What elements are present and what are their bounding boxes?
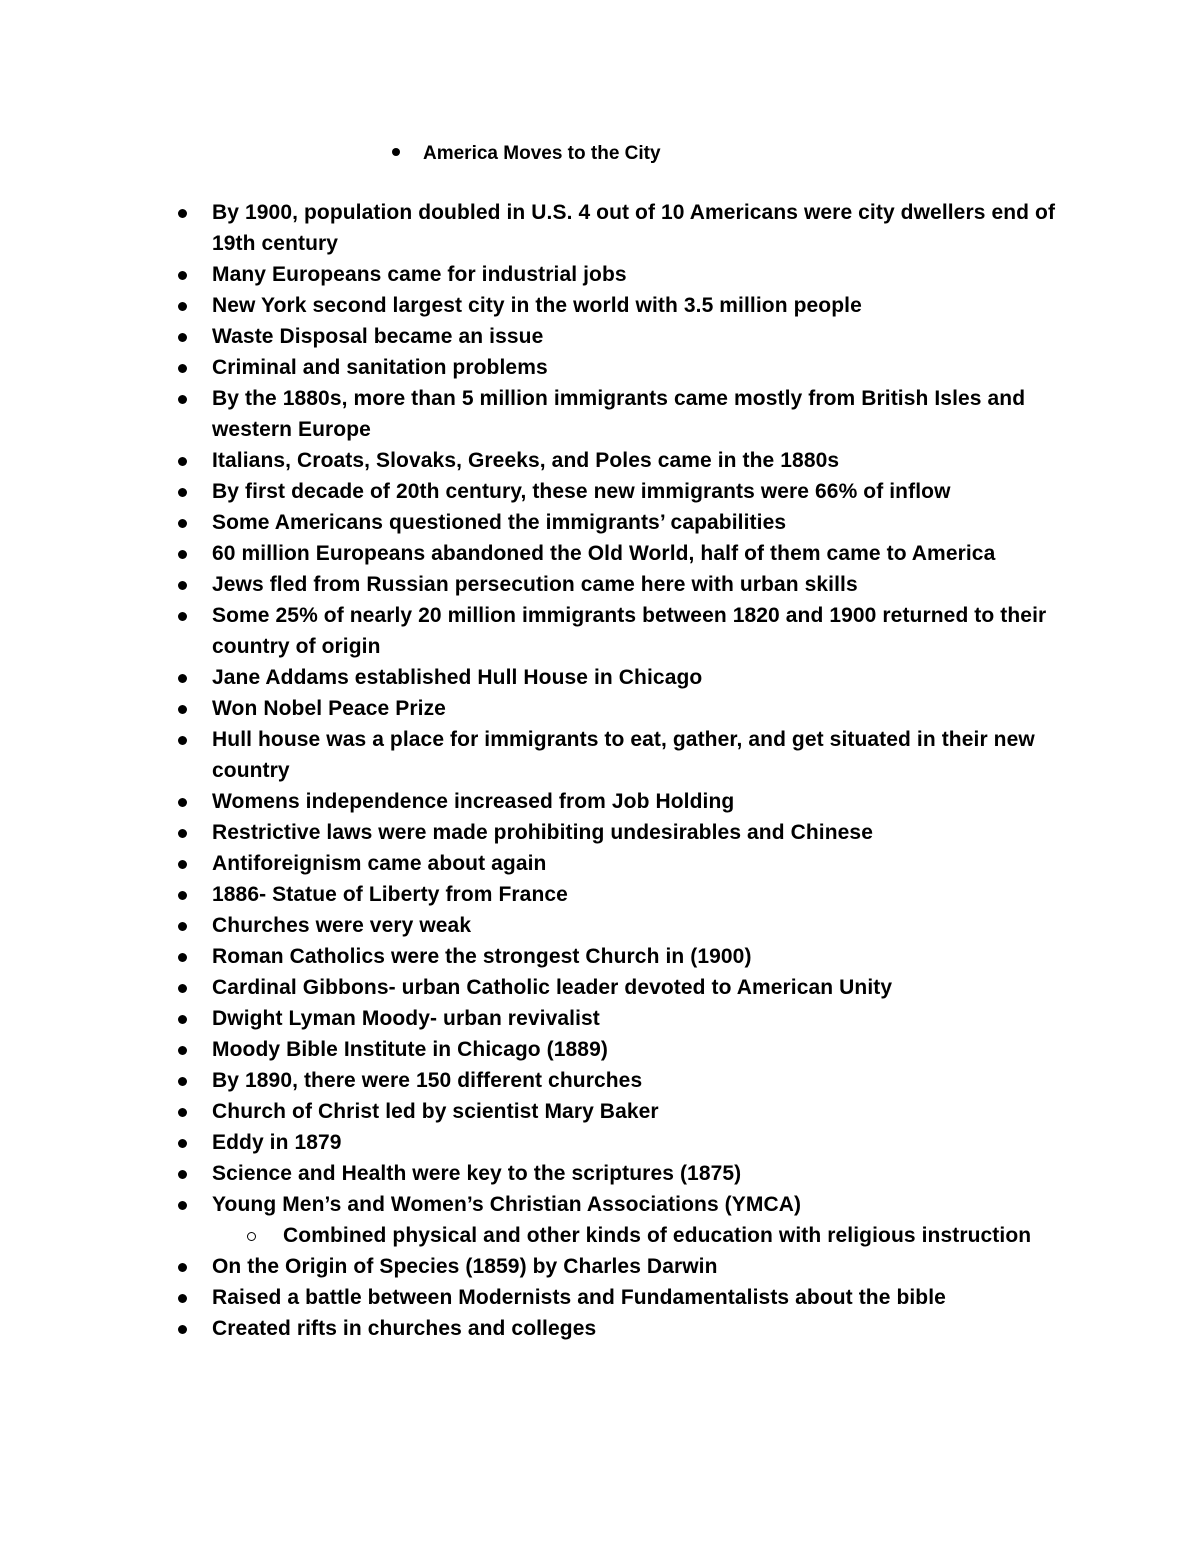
list-item: Some 25% of nearly 20 million immigrants between 1820 and 1900 returned to their country of origin [0, 600, 1100, 662]
list-item: Antiforeignism came about again [0, 848, 1100, 879]
list-item: Created rifts in churches and colleges [0, 1313, 1100, 1344]
list-item: Church of Christ led by scientist Mary Baker [0, 1096, 1100, 1127]
notes-list [0, 197, 1100, 1344]
list-item: On the Origin of Species (1859) by Charles Darwin [0, 1251, 1100, 1282]
list-item: Jews fled from Russian persecution came here with urban skills [0, 569, 1100, 600]
list-item: Womens independence increased from Job Holding [0, 786, 1100, 817]
list-item: Some Americans questioned the immigrants’ capabilities [0, 507, 1100, 538]
bullet-icon [392, 148, 400, 156]
list-item: By 1890, there were 150 different churches [0, 1065, 1100, 1096]
list-item: Young Men’s and Women’s Christian Associations (YMCA) [0, 1189, 1100, 1220]
list-item: Criminal and sanitation problems [0, 352, 1100, 383]
page-title-row [392, 140, 661, 168]
page-title: America Moves to the City [423, 143, 661, 164]
list-item: Italians, Croats, Slovaks, Greeks, and Poles came in the 1880s [0, 445, 1100, 476]
list-item: Many Europeans came for industrial jobs [0, 259, 1100, 290]
list-item: Jane Addams established Hull House in Chicago [0, 662, 1100, 693]
list-item: Dwight Lyman Moody- urban revivalist [0, 1003, 1100, 1034]
list-item: Restrictive laws were made prohibiting undesirables and Chinese [0, 817, 1100, 848]
list-item: 1886- Statue of Liberty from France [0, 879, 1100, 910]
list-item: Waste Disposal became an issue [0, 321, 1100, 352]
list-item: Moody Bible Institute in Chicago (1889) [0, 1034, 1100, 1065]
list-item: Hull house was a place for immigrants to eat, gather, and get situated in their new country [0, 724, 1100, 786]
list-item: Roman Catholics were the strongest Church in (1900) [0, 941, 1100, 972]
list-item: Churches were very weak [0, 910, 1100, 941]
list-item: By the 1880s, more than 5 million immigrants came mostly from British Isles and western Europe [0, 383, 1100, 445]
list-item: Won Nobel Peace Prize [0, 693, 1100, 724]
sub-list-item: Combined physical and other kinds of education with religious instruction [0, 1220, 1100, 1251]
list-item: 60 million Europeans abandoned the Old World, half of them came to America [0, 538, 1100, 569]
list-item: By first decade of 20th century, these new immigrants were 66% of inflow [0, 476, 1100, 507]
list-item: Raised a battle between Modernists and Fundamentalists about the bible [0, 1282, 1100, 1313]
list-item: Cardinal Gibbons- urban Catholic leader devoted to American Unity [0, 972, 1100, 1003]
list-item: New York second largest city in the world with 3.5 million people [0, 290, 1100, 321]
list-item: Eddy in 1879 [0, 1127, 1100, 1158]
list-item: Science and Health were key to the scriptures (1875) [0, 1158, 1100, 1189]
list-item: By 1900, population doubled in U.S. 4 out of 10 Americans were city dwellers end of 19th century [0, 197, 1100, 259]
